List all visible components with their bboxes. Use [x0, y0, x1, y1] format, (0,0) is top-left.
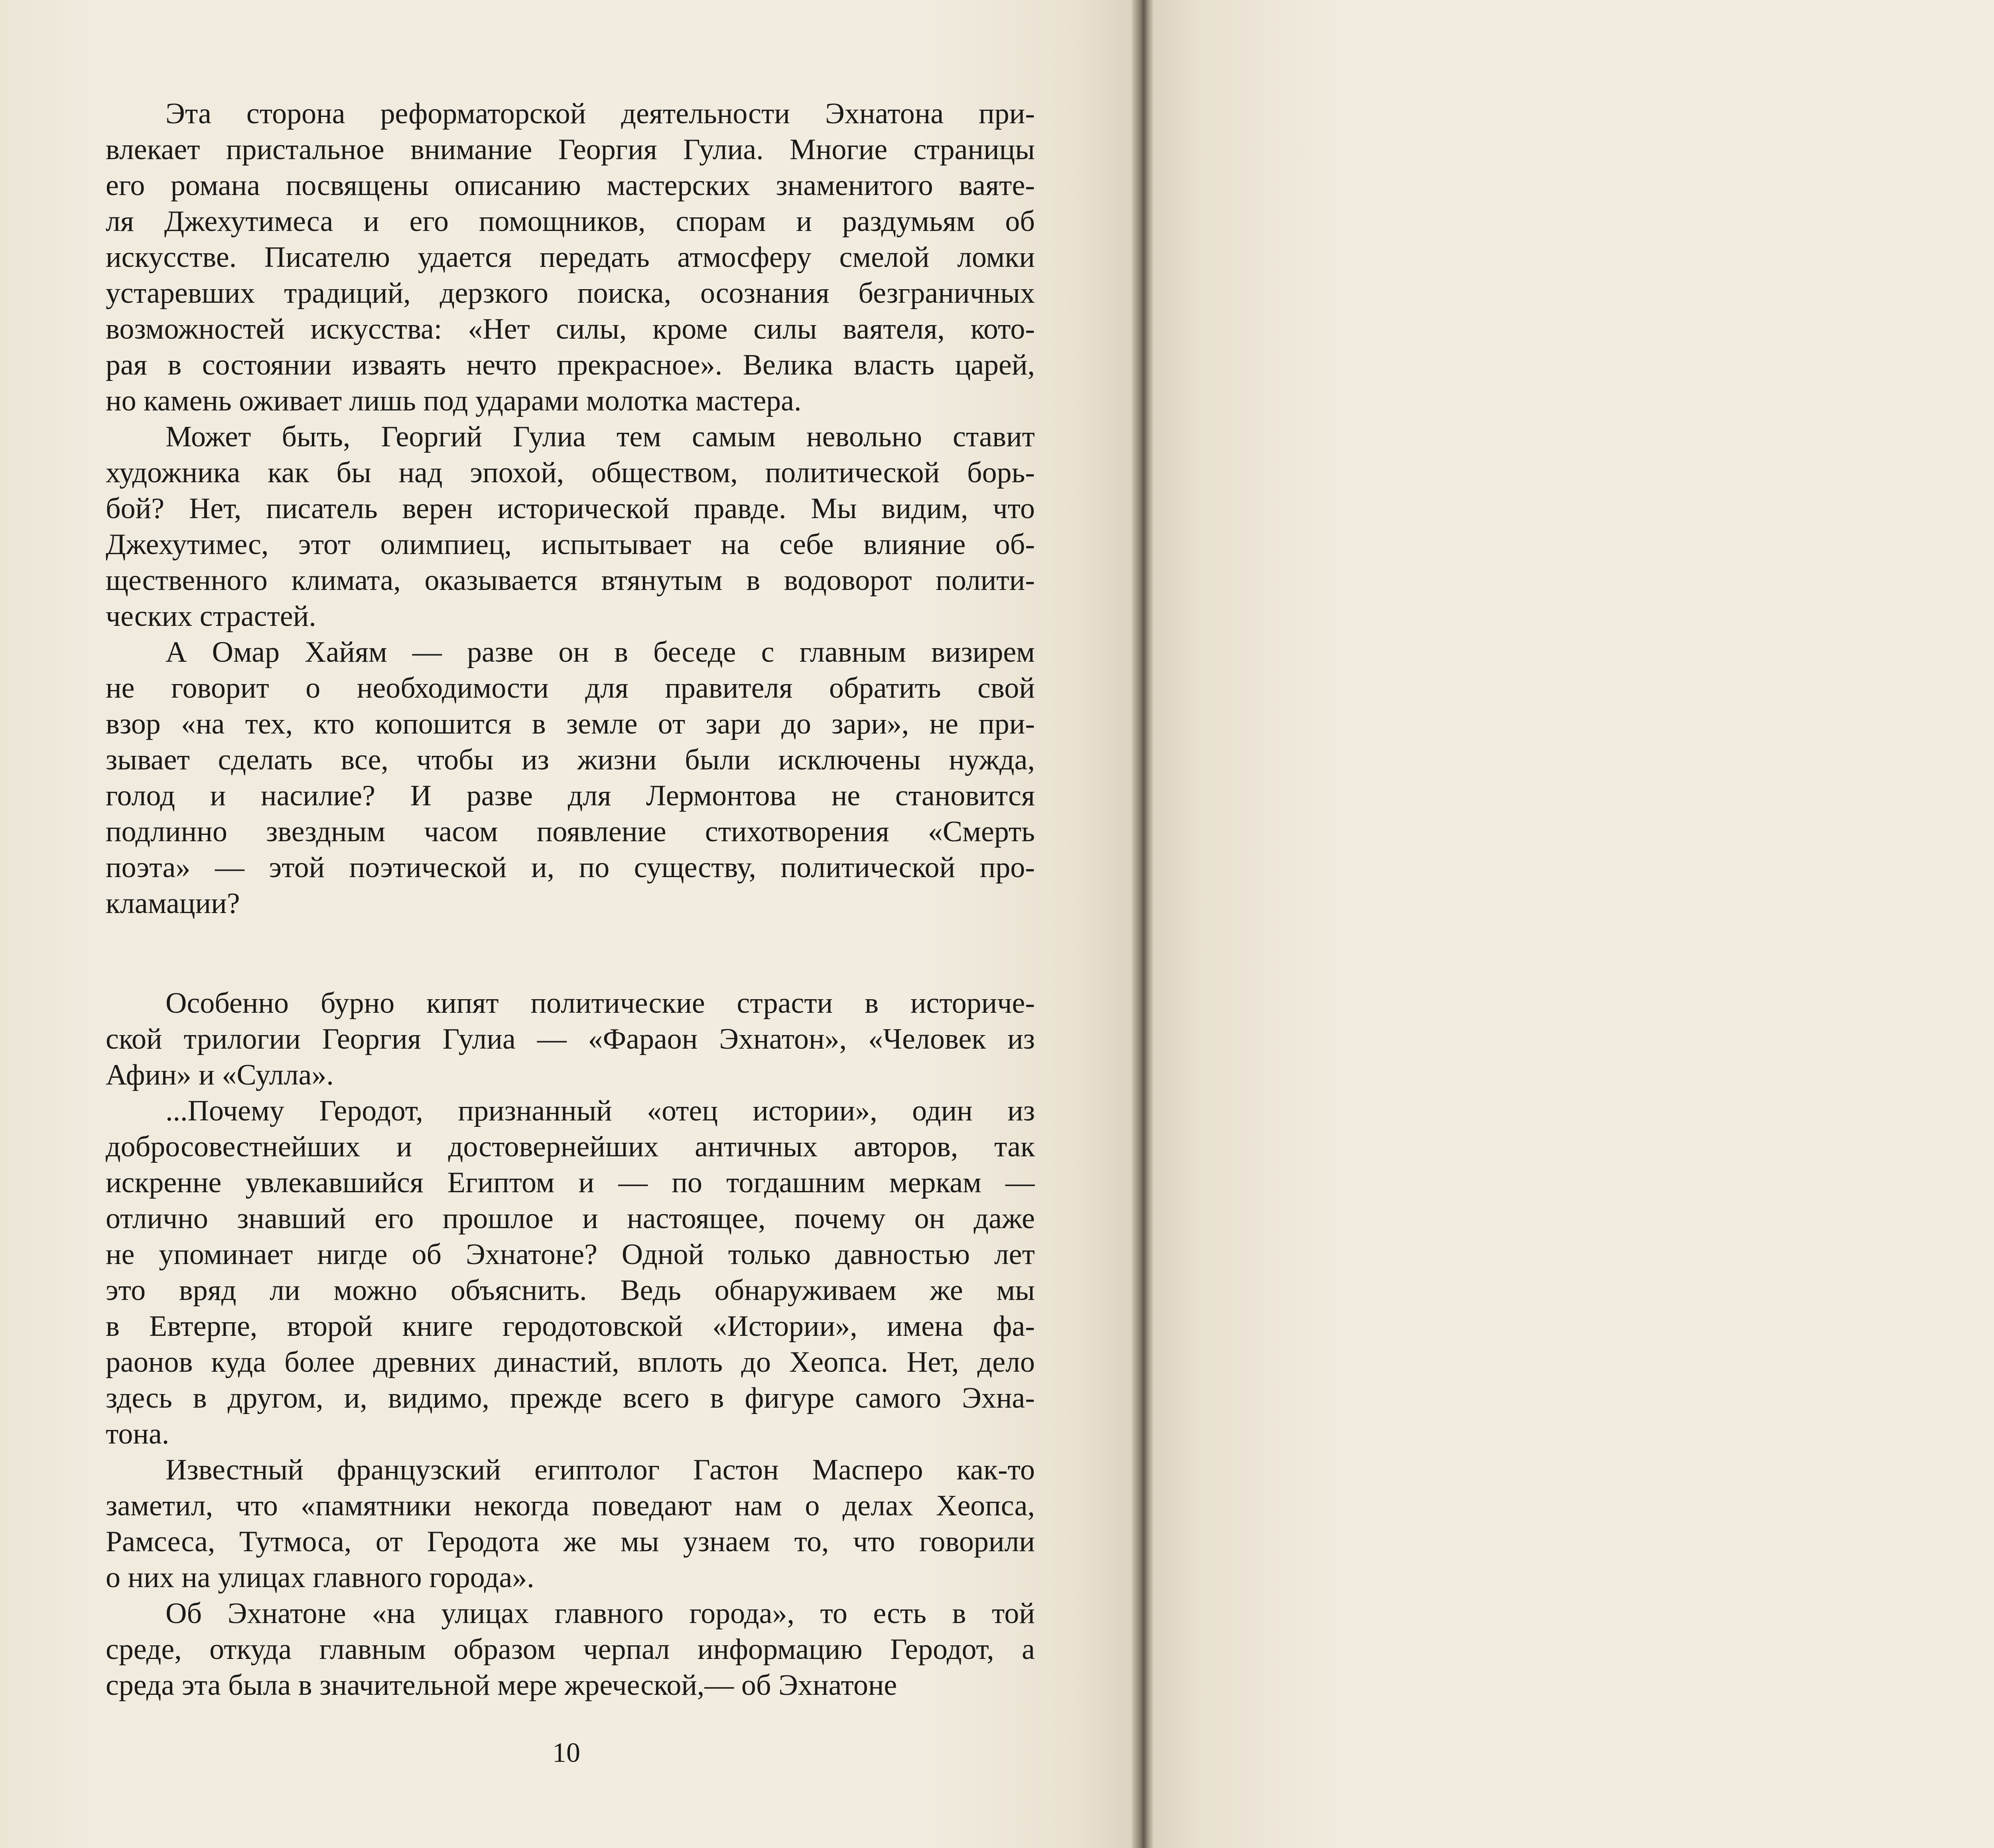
text-line: Эта сторона реформаторской деятельности Эхнатона при- [166, 97, 1035, 130]
text-line: Афин» и «Сулла». [106, 1059, 334, 1091]
text-line: ской трилогии Георгия Гулиа — «Фараон Эхнатон», «Человек из [106, 1023, 1035, 1055]
text-line: Особенно бурно кипят политические страсти в историче- [166, 987, 1035, 1020]
text-line: щественного климата, оказывается втянутым в водоворот полити- [106, 564, 1035, 597]
text-line: раонов куда более древних династий, вплоть до Хеопса. Нет, дело [106, 1346, 1035, 1379]
text-line: искренне увлекавшийся Египтом и — по тогдашним меркам — [106, 1166, 1035, 1199]
text-line: А Омар Хайям — разве он в беседе с главным визирем [166, 636, 1035, 669]
text-line: возможностей искусства: «Нет силы, кроме силы ваятеля, кото- [106, 313, 1035, 345]
text-line: поэта» — этой поэтической и, по существу, политической про- [106, 851, 1035, 884]
text-line: среде, откуда главным образом черпал информацию Геродот, а [106, 1633, 1035, 1666]
text-line: устаревших традиций, дерзкого поиска, осознания безграничных [106, 277, 1035, 310]
text-line: подлинно звездным часом появление стихотворения «Смерть [106, 815, 1035, 848]
text-line: здесь в другом, и, видимо, прежде всего в фигуре самого Эхна- [106, 1382, 1035, 1414]
text-line: о них на улицах главного города». [106, 1561, 534, 1594]
text-line: не говорит о необходимости для правителя обратить свой [106, 672, 1035, 704]
text-line: тона. [106, 1418, 169, 1450]
text-line: ...Почему Геродот, признанный «отец истории», один из [166, 1095, 1035, 1127]
text-line: среда эта была в значительной мере жреческой,— об Эхнатоне [106, 1669, 897, 1702]
text-line: голод и насилие? И разве для Лермонтова не становится [106, 779, 1035, 812]
text-line: искусстве. Писателю удается передать атмосферу смелой ломки [106, 241, 1035, 274]
text-line: ческих страстей. [106, 600, 316, 633]
text-line: отлично знавший его прошлое и настоящее, почему он даже [106, 1202, 1035, 1235]
right-page [1143, 0, 1994, 1848]
text-line: но камень оживает лишь под ударами молотка мастера. [106, 385, 802, 417]
left-page-number: 10 [552, 1738, 580, 1768]
book-gutter [1132, 0, 1153, 1848]
text-line: взор «на тех, кто копошится в земле от зари до зари», не при- [106, 708, 1035, 740]
text-line: Рамсеса, Тутмоса, от Геродота же мы узнаем то, что говорили [106, 1525, 1035, 1558]
text-line: в Евтерпе, второй книге геродотовской «Истории», имена фа- [106, 1310, 1035, 1343]
text-line: рая в состоянии изваять нечто прекрасное». Велика власть царей, [106, 349, 1035, 381]
text-line: кламации? [106, 887, 240, 920]
text-line: бой? Нет, писатель верен исторической правде. Мы видим, что [106, 492, 1035, 525]
text-line: Может быть, Георгий Гулиа тем самым невольно ставит [166, 420, 1035, 453]
text-line: художника как бы над эпохой, обществом, политической борь- [106, 456, 1035, 489]
text-line: добросовестнейших и достовернейших античных авторов, так [106, 1130, 1035, 1163]
text-line: его романа посвящены описанию мастерских знаменитого ваяте- [106, 169, 1035, 202]
text-line: зывает сделать все, чтобы из жизни были исключены нужда, [106, 744, 1035, 776]
text-line: влекает пристальное внимание Георгия Гулиа. Многие страницы [106, 133, 1035, 166]
section-break [106, 921, 1035, 985]
text-line: Об Эхнатоне «на улицах главного города», то есть в той [166, 1597, 1035, 1630]
left-page-text [106, 96, 1035, 1703]
text-line: ля Джехутимеса и его помощников, спорам и раздумьям об [106, 205, 1035, 238]
text-line: Известный французский египтолог Гастон Масперо как-то [166, 1454, 1035, 1486]
text-line: не упоминает нигде об Эхнатоне? Одной только давностью лет [106, 1238, 1035, 1271]
text-line: заметил, что «памятники некогда поведают нам о делах Хеопса, [106, 1489, 1035, 1522]
text-line: Джехутимес, этот олимпиец, испытывает на себе влияние об- [106, 528, 1035, 561]
text-line: это вряд ли можно объяснить. Ведь обнаруживаем же мы [106, 1274, 1035, 1307]
